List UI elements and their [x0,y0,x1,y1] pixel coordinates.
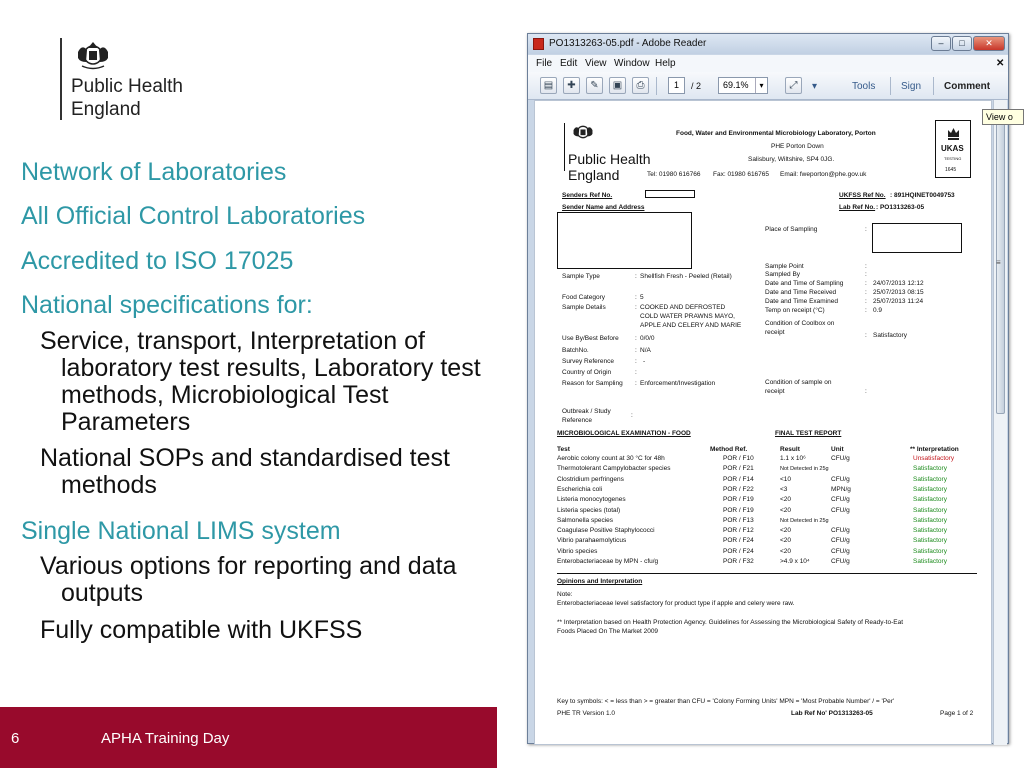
doc-row-result: <10 [780,475,792,483]
bullet-heading: Accredited to ISO 17025 [21,247,294,275]
doc-col-result: Result [780,446,800,453]
slide-footer [0,707,497,768]
doc-row-interp: Satisfactory [913,547,947,555]
bullet-heading: Network of Laboratories [21,158,287,186]
doc-row-interp: Satisfactory [913,516,947,524]
doc-logo-bar [564,123,565,171]
doc-field-label: Condition of sample on [765,379,832,386]
menu-view[interactable]: View [585,58,607,69]
doc-field-label: receipt [765,388,785,395]
doc-col-unit: Unit [831,446,844,453]
menu-help[interactable]: Help [655,58,676,69]
doc-row-result: <20 [780,496,792,504]
doc-footer-ref: Lab Ref No' PO1313263-05 [791,710,873,717]
doc-crest-icon [571,121,595,143]
doc-field-label: Food Category [562,294,605,301]
bullet-heading: All Official Control Laboratories [21,202,366,230]
doc-row-interp: Satisfactory [913,475,947,483]
doc-colon: : [635,335,637,342]
ukas-sub: TESTING [944,156,962,161]
doc-field-value: APPLE AND CELERY AND MARIE [640,322,742,329]
doc-row-unit: CFU/g [831,506,850,514]
menu-window[interactable]: Window [614,58,650,69]
doc-colon: : [865,298,867,305]
doc-row-interp: Satisfactory [913,506,947,514]
doc-sender-address-box [557,212,692,269]
ukas-number: 1645 [945,167,957,173]
doc-field-label: Survey Reference [562,358,615,365]
doc-field-label: Condition of Coolbox on [765,320,835,327]
doc-email: Email: fweporton@phe.gov.uk [780,171,867,178]
ukas-label: UKAS [941,144,964,153]
doc-row-method: POR / F12 [723,527,754,535]
save-icon[interactable]: ▣ [609,77,626,94]
logo-bar [60,38,62,120]
doc-colon: : [635,347,637,354]
doc-row-method: POR / F24 [723,547,754,555]
doc-colon: : [865,332,867,339]
scrollbar-grip-icon: ≡ [996,258,1001,267]
doc-row-test: Coagulase Positive Staphylococci [557,527,655,535]
doc-colon: : [865,307,867,314]
doc-ukfss-ref-value: : 891HQINET0049753 [890,192,955,199]
doc-colon: : [635,304,637,311]
doc-fax: Fax: 01980 616765 [713,171,770,178]
reader-window [527,33,1009,744]
doc-field-value: COLD WATER PRAWNS MAYO, [640,313,735,320]
doc-ukfss-ref-label: UKFSS Ref No. [839,192,886,199]
toolbar-separator [933,77,934,95]
doc-field-value: Enforcement/Investigation [640,380,716,387]
doc-field-label: Date and Time of Sampling [765,280,844,287]
doc-row-method: POR / F19 [723,496,754,504]
zoom-dropdown-icon[interactable]: ▾ [755,78,767,93]
royal-crest-icon [74,38,112,72]
doc-colon: : [865,280,867,287]
open-icon[interactable]: ▤ [540,77,557,94]
doc-logo-line2: England [568,167,620,183]
minimize-button[interactable]: – [931,36,951,51]
slide-number: 6 [11,730,20,747]
zoom-input[interactable]: 69.1% [718,77,768,94]
doc-field-label: Country of Origin [562,369,612,376]
doc-row-result: <20 [780,547,792,555]
close-button[interactable]: ✕ [973,36,1005,51]
print-icon[interactable]: ⎙ [632,77,649,94]
doc-colon: : [865,271,867,278]
doc-row-unit: CFU/g [831,537,850,545]
doc-row-unit: CFU/g [831,527,850,535]
doc-row-unit: CFU/g [831,547,850,555]
doc-field-label: Reference [562,417,592,424]
doc-divider [557,573,977,574]
bullet-3 [0,246,500,276]
doc-colon: : [865,226,867,233]
doc-field-label: BatchNo. [562,347,589,354]
doc-row-interp: Satisfactory [913,558,947,565]
doc-row-test: Vibrio species [557,547,598,555]
doc-row-interp: Satisfactory [913,527,947,535]
doc-sender-name-label: Sender Name and Address [562,204,645,211]
vertical-scrollbar[interactable] [993,100,1007,745]
doc-row-test: Clostridium perfringens [557,475,624,483]
sub-bullet-text: National SOPs and standardised test methods [40,444,450,499]
logo-text-line2: England [71,99,141,120]
doc-colon: : [631,412,633,419]
menu-file[interactable]: File [536,58,553,69]
doc-row-test: Escherichia coli [557,485,603,493]
doc-field-label: Use By/Best Before [562,335,619,342]
menu-edit[interactable]: Edit [560,58,578,69]
doc-field-value: 5 [640,294,644,301]
fit-page-icon[interactable]: ⤢ [785,77,802,94]
doc-field-label: Sample Type [562,273,600,280]
doc-colon: : [635,294,637,301]
doc-page-of: Page 1 of 2 [940,710,974,717]
sub-bullet-1 [0,328,500,436]
doc-row-unit: CFU/g [831,558,850,565]
doc-field-value: 0.9 [873,307,883,314]
doc-row-method: POR / F32 [723,558,754,565]
doc-row-interp: Satisfactory [913,537,947,545]
reader-toolbar [528,72,1008,100]
doc-colon: : [635,273,637,280]
doc-colon: : [635,369,637,376]
doc-colon: : [865,388,867,395]
close-doc-icon[interactable]: ✕ [996,58,1005,69]
maximize-button[interactable]: □ [952,36,972,51]
bullet-5 [0,516,500,546]
doc-row-method: POR / F10 [723,455,754,462]
sub-bullet-text: Various options for reporting and data outputs [40,552,457,607]
doc-row-test: Listeria monocytogenes [557,496,626,504]
doc-row-method: POR / F13 [723,516,754,524]
doc-field-value: 25/07/2013 08:15 [873,289,924,296]
doc-row-test: Vibrio parahaemolyticus [557,537,627,545]
logo-text-line1: Public Health [71,76,183,97]
tools-link[interactable]: Tools [852,81,876,92]
doc-row-test: Thermotolerant Campylobacter species [557,465,671,473]
doc-field-value: Satisfactory [873,332,907,339]
doc-row-unit: CFU/g [831,455,850,462]
toolbar-separator [656,77,657,95]
doc-lab-address1: PHE Porton Down [771,143,824,150]
doc-row-test: Listeria species (total) [557,506,621,514]
doc-field-label: Outbreak / Study [562,408,611,415]
edit-icon[interactable]: ✎ [586,77,603,94]
doc-row-interp: Satisfactory [913,496,947,504]
doc-field-label: Reason for Sampling [562,380,623,387]
doc-row-method: POR / F14 [723,475,754,483]
doc-place-label: Place of Sampling [765,226,818,233]
doc-colon: : [635,358,637,365]
doc-field-label: Temp on receipt (°C) [765,307,825,314]
doc-lab-ref-value: : PO1313263-05 [876,204,925,211]
sign-link[interactable]: Sign [901,81,922,92]
doc-row-method: POR / F22 [723,485,754,493]
doc-field-value: COOKED AND DEFROSTED [640,304,726,311]
doc-lab-ref-label: Lab Ref No. [839,204,876,211]
doc-row-test: Enterobacteriaceae by MPN - cfu/g [557,558,659,565]
doc-field-value: 0/0/0 [640,335,655,342]
create-icon[interactable]: ✚ [563,77,580,94]
doc-colon: : [635,380,637,387]
doc-row-method: POR / F21 [723,465,754,473]
reader-menubar [528,55,1008,72]
doc-field-label: Sampled By [765,271,801,278]
doc-row-result: <20 [780,537,792,545]
document-page [534,100,992,745]
sub-bullet-text: Service, transport, Interpretation of laboratory test results, Laboratory test methods, Microbiological Test Parameters [40,327,481,436]
doc-lab-name: Food, Water and Environmental Microbiology Laboratory, Porton [676,130,876,137]
doc-row-result: <20 [780,506,792,514]
doc-field-label: Date and Time Received [765,289,837,296]
doc-row-unit: CFU/g [831,496,850,504]
doc-field-value: 25/07/2013 11:24 [873,298,924,305]
doc-row-result: <20 [780,527,792,535]
doc-colon: : [865,263,867,270]
doc-col-interp: ** Interpretation [910,446,959,453]
doc-interp-note1: ** Interpretation based on Health Protection Agency. Guidelines for Assessing the Microbiological Safety of Ready-to-Eat [557,619,904,626]
doc-row-result: Not Detected in 25g [780,517,829,524]
doc-final-title: FINAL TEST REPORT [775,430,842,437]
reader-titlebar [528,34,1008,54]
doc-row-method: POR / F19 [723,506,754,514]
sub-bullet-2 [0,445,500,499]
doc-interp-note2: Foods Placed On The Market 2009 [557,628,659,635]
reader-title: PO1313263-05.pdf - Adobe Reader [549,38,707,49]
page-total: / 2 [691,81,702,91]
view-tooltip: View o [982,109,1024,125]
doc-col-test: Test [557,446,570,453]
footer-title: APHA Training Day [101,730,230,747]
doc-lab-address2: Salisbury, Wiltshire, SP4 0JG. [748,156,835,163]
doc-micro-title: MICROBIOLOGICAL EXAMINATION - FOOD [557,430,691,437]
bullet-heading: Single National LIMS system [21,517,341,545]
doc-row-test: Aerobic colony count at 30 °C for 48h [557,455,665,462]
doc-row-result: >4.9 x 10⁴ [780,558,810,565]
bullet-4 [0,290,500,320]
doc-field-value: 24/07/2013 12:12 [873,280,924,287]
doc-row-interp: Satisfactory [913,465,947,473]
doc-opinions-title: Opinions and Interpretation [557,578,643,585]
ukas-crown-icon [946,125,961,141]
toolbar-menu-chevron-icon[interactable]: ▾ [812,81,818,92]
doc-logo-line1: Public Health [568,151,651,167]
doc-note-text: Enterobacteriaceae level satisfactory for product type if apple and celery were raw. [557,600,795,607]
doc-field-label: Sample Details [562,304,606,311]
bullet-heading: National specifications for: [21,291,313,319]
bullet-2 [0,201,500,231]
doc-row-unit: CFU/g [831,475,850,483]
doc-note-label: Note: [557,591,573,598]
sub-bullet-text: Fully compatible with UKFSS [40,616,363,644]
toolbar-separator [890,77,891,95]
doc-field-label: receipt [765,329,785,336]
doc-sender-ref-label: Senders Ref No. [562,192,613,199]
doc-sender-ref-box [645,190,695,198]
doc-row-interp: Satisfactory [913,485,947,493]
doc-row-result: Not Detected in 25g [780,466,829,473]
doc-field-label: Sample Point [765,263,804,270]
comment-link[interactable]: Comment [944,81,991,92]
page-number-input[interactable]: 1 [668,77,685,94]
doc-field-value: N/A [640,347,651,354]
sub-bullet-4 [0,617,500,644]
doc-row-result: 1.1 x 10⁶ [780,455,806,462]
doc-row-method: POR / F24 [723,537,754,545]
doc-row-result: <3 [780,485,788,493]
doc-col-method: Method Ref. [710,446,748,453]
ukas-badge [935,120,971,178]
sub-bullet-3 [0,553,500,607]
doc-field-value: Shellfish Fresh - Peeled (Retail) [640,273,732,280]
doc-version: PHE TR Version 1.0 [557,710,616,717]
doc-place-box [872,223,962,253]
doc-tel: Tel: 01980 616766 [647,171,701,178]
doc-row-interp: Unsatisfactory [913,455,955,462]
doc-field-label: Date and Time Examined [765,298,838,305]
doc-colon: : [865,289,867,296]
doc-field-value: - [643,358,646,365]
doc-row-unit: MPN/g [831,485,851,493]
doc-row-test: Salmonella species [557,516,614,524]
pdf-icon [533,38,544,50]
doc-key: Key to symbols: < = less than > = greater than CFU = 'Colony Forming Units' MPN = 'Most Probable Number' / = 'Per' [557,698,895,705]
bullet-1 [0,157,500,187]
phe-logo [60,38,220,126]
